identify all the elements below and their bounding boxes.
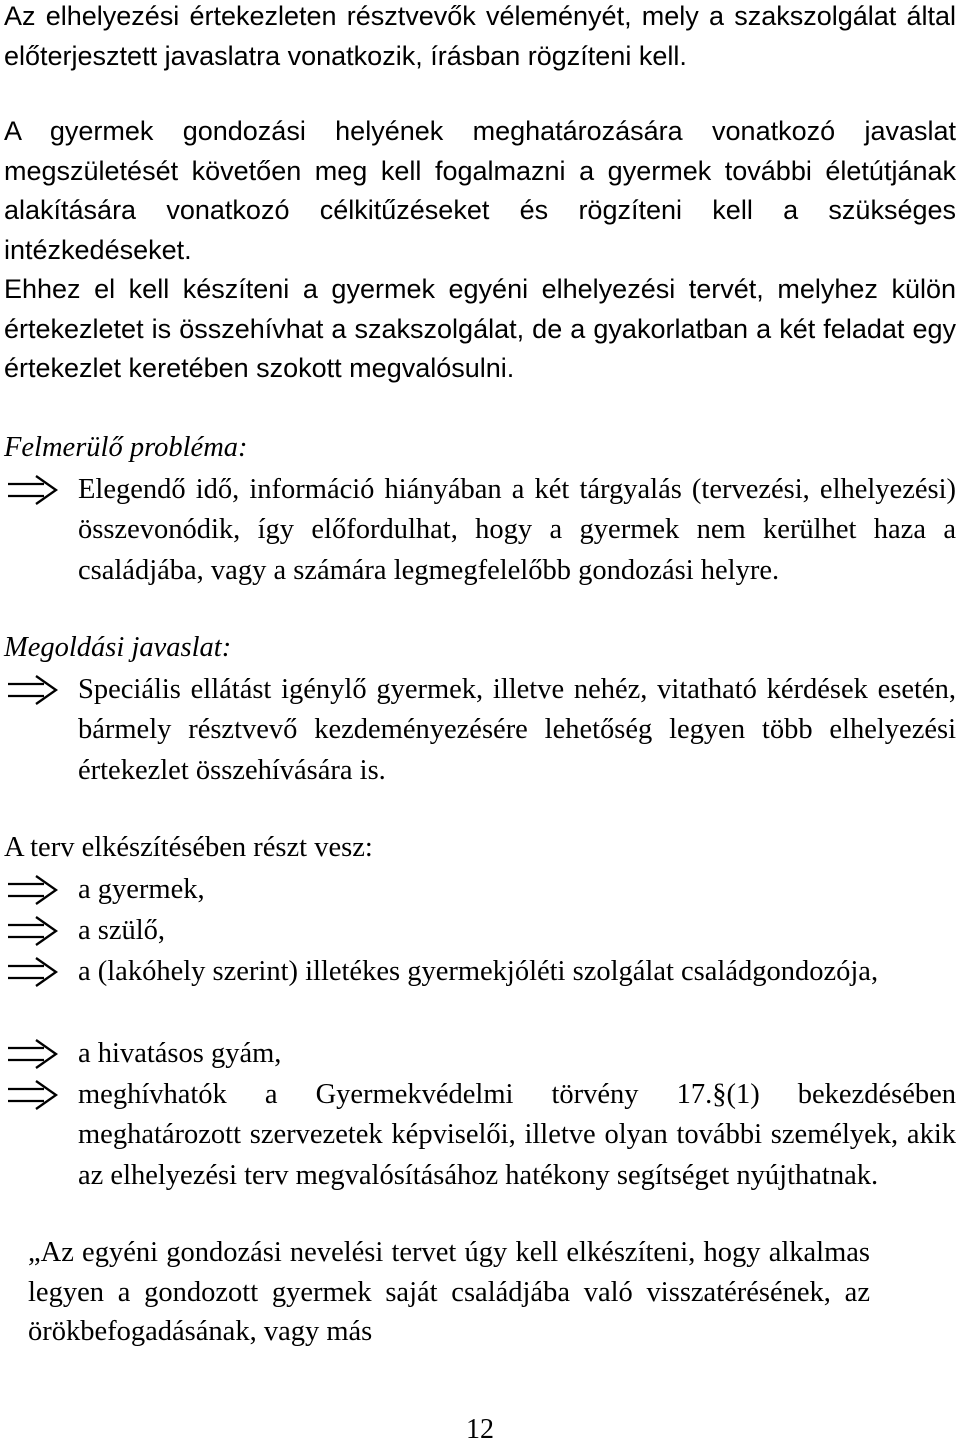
problem-bullet-text: Elegendő idő, információ hiányában a két tárgyalás (tervezési, elhelyezési) összevonódik, így előfordulhat, hogy a gyermek nem kerülhet haza a családjába, vagy a számára legmegfelelőbb gondozási helyre. — [78, 474, 956, 586]
quote-paragraph: „Az egyéni gondozási nevelési tervet úgy kell elkészíteni, hogy alkalmas legyen a gondozott gyermek saját családjába való visszatérésének, az örökbefogadásának, vagy más — [28, 1237, 870, 1347]
double-arrow-icon — [4, 1075, 64, 1115]
paragraph-care-placement-goals: A gyermek gondozási helyének meghatározására vonatkozó javaslat megszületését követően meg kell fogalmazni a gyermek további életútjának alakítására vonatkozó célkitűzéseket és rögzíteni kell a szükséges intézkedéseket. — [4, 116, 956, 265]
solution-bullet-text: Speciális ellátást igénylő gyermek, illetve nehéz, vitatható kérdések esetén, bármely résztvevő kezdeményezésére lehetőség legyen több elhelyezési értekezlet összehívására is. — [78, 674, 956, 786]
problem-heading: Felmerülő probléma: — [4, 432, 248, 463]
double-arrow-icon — [4, 911, 64, 951]
double-arrow-icon — [4, 870, 64, 910]
participant-item-text: a (lakóhely szerint) illetékes gyermekjóléti szolgálat családgondozója, — [78, 956, 879, 987]
page-number: 12 — [466, 1414, 494, 1445]
double-arrow-icon — [4, 670, 64, 710]
double-arrow-icon — [4, 952, 64, 992]
paragraph-assessment-record: Az elhelyezési értekezleten résztvevők véleményét, mely a szakszolgálat által előterjesztett javaslatra vonatkozik, írásban rögzíteni kell. — [4, 1, 956, 71]
double-arrow-icon — [4, 1034, 64, 1074]
participant-item-text: a szülő, — [78, 915, 166, 946]
participant-item-text: a gyermek, — [78, 874, 205, 905]
participant-item-text: meghívhatók a Gyermekvédelmi törvény 17.§(1) bekezdésében meghatározott szervezetek képviselői, illetve olyan további személyek, akik az elhelyezési terv megvalósításához hatékony segítséget nyújthatnak. — [78, 1079, 956, 1191]
solution-heading: Megoldási javaslat: — [4, 632, 232, 663]
double-arrow-icon — [4, 470, 64, 510]
participant-item-text: a hivatásos gyám, — [78, 1038, 282, 1069]
participants-heading: A terv elkészítésében részt vesz: — [4, 832, 373, 863]
paragraph-individual-placement-plan: Ehhez el kell készíteni a gyermek egyéni elhelyezési tervét, melyhez külön értekezletet is összehívhat a szakszolgálat, de a gyakorlatban a két feladat egy értekezlet keretében szokott megvalósulni. — [4, 274, 956, 383]
